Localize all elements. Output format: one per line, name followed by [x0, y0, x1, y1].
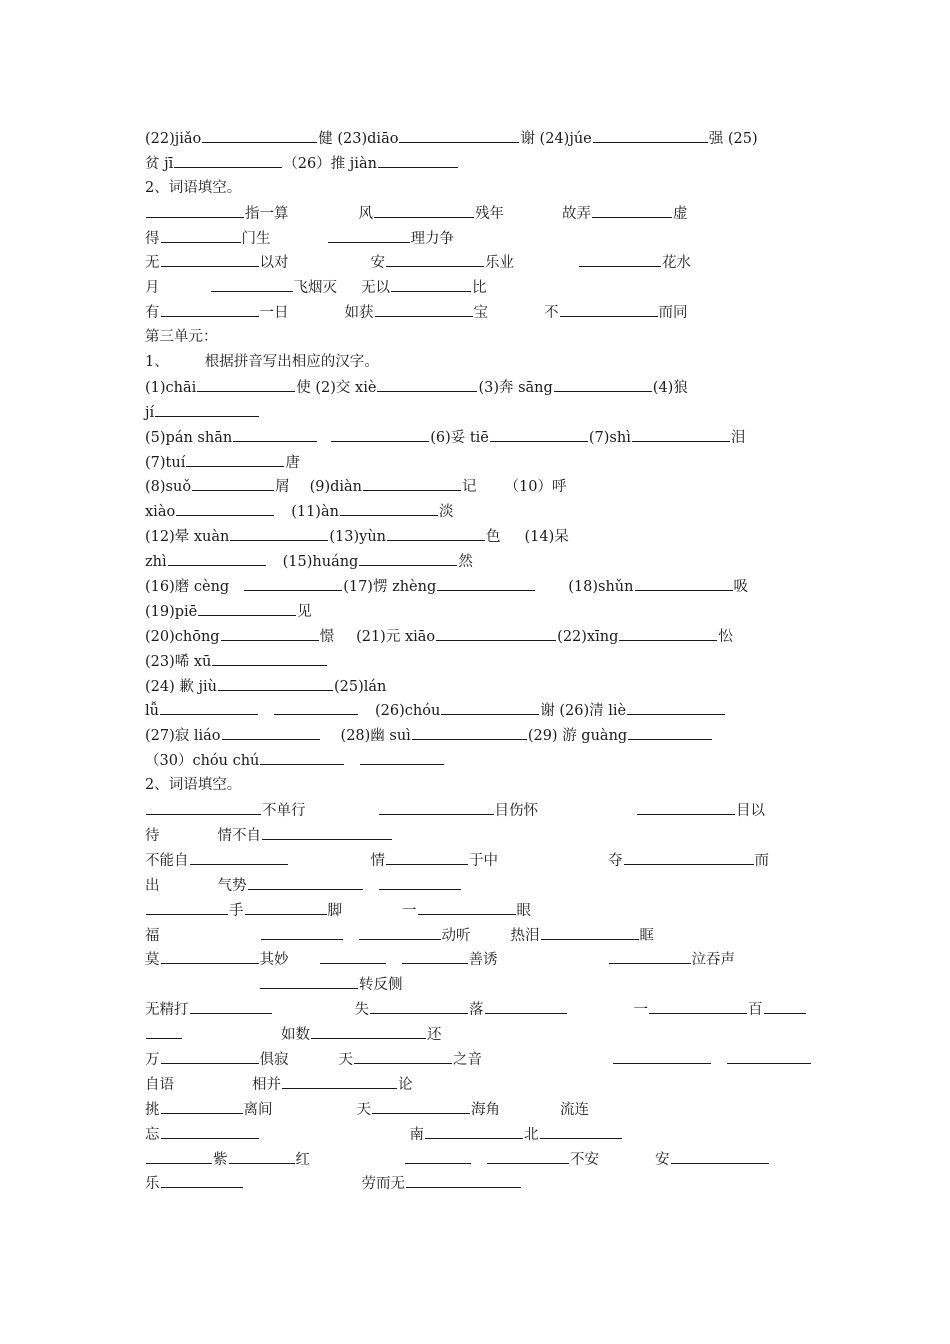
line-text: 无精打 — [145, 1002, 189, 1019]
worksheet-line — [145, 599, 835, 624]
worksheet-line — [145, 873, 835, 898]
fill-in-blank[interactable] — [554, 375, 652, 392]
line-text: 气势 — [217, 877, 247, 894]
fill-in-blank[interactable] — [174, 151, 282, 168]
line-text: （10）呼 — [504, 479, 567, 496]
fill-in-blank[interactable] — [372, 1097, 470, 1114]
fill-in-blank[interactable] — [436, 624, 556, 641]
line-text: 指一算 — [245, 205, 289, 222]
fill-in-blank[interactable] — [386, 250, 484, 267]
line-text: 落 — [469, 1002, 484, 1019]
line-text: 比 — [472, 280, 487, 297]
line-text: 天 — [356, 1101, 371, 1118]
line-text: 失 — [354, 1002, 369, 1019]
line-text: 情 — [370, 852, 385, 869]
fill-in-blank[interactable] — [635, 574, 733, 591]
fill-in-blank[interactable] — [155, 400, 259, 417]
line-text: 流连 — [560, 1101, 589, 1118]
fill-in-blank[interactable] — [632, 425, 730, 442]
line-text: (19)piē — [145, 603, 198, 620]
fill-in-blank[interactable] — [198, 599, 296, 616]
line-text: 泣吞声 — [691, 952, 735, 969]
line-text: (20)chōng — [145, 628, 220, 645]
line-text: 不 — [544, 305, 559, 322]
fill-in-blank[interactable] — [320, 947, 386, 964]
line-text: 花水 — [662, 255, 691, 272]
worksheet-line — [145, 748, 835, 773]
line-text: 转反侧 — [359, 977, 403, 994]
worksheet-line — [145, 325, 835, 350]
line-text: 淡 — [438, 504, 454, 521]
line-text: 记 — [462, 479, 477, 496]
fill-in-blank[interactable] — [487, 1147, 569, 1164]
line-text: 风 — [358, 205, 373, 222]
line-text: 相并 — [252, 1076, 281, 1093]
line-text: 挑 — [145, 1101, 160, 1118]
worksheet-line — [145, 997, 835, 1022]
line-text: 动听 — [441, 927, 471, 944]
fill-in-blank[interactable] — [359, 549, 457, 566]
fill-in-blank[interactable] — [161, 1047, 259, 1064]
line-text: 夺 — [608, 852, 623, 869]
line-text: 泪 — [730, 429, 746, 446]
worksheet-line — [145, 300, 835, 325]
worksheet-line — [145, 972, 835, 997]
fill-in-blank[interactable] — [405, 1147, 471, 1164]
fill-in-blank[interactable] — [402, 947, 468, 964]
fill-in-blank[interactable] — [628, 723, 712, 740]
fill-in-blank[interactable] — [379, 798, 494, 815]
line-text: (21)元 xiāo — [356, 628, 436, 645]
fill-in-blank[interactable] — [359, 923, 441, 940]
fill-in-blank[interactable] — [192, 474, 274, 491]
line-text: 如获 — [344, 305, 374, 322]
line-text: 健 (23)diāo — [318, 131, 399, 147]
fill-in-blank[interactable] — [218, 674, 333, 691]
line-text: lǚ — [145, 703, 159, 720]
fill-in-blank[interactable] — [391, 275, 471, 292]
worksheet-line — [145, 450, 835, 475]
line-text: 不能自 — [145, 852, 189, 869]
line-text: 一 — [633, 1002, 648, 1019]
line-text: 待 — [145, 827, 160, 844]
fill-in-blank[interactable] — [579, 250, 661, 267]
line-text: 谢 (24)júe — [520, 131, 592, 147]
line-text: 有 — [145, 305, 160, 322]
fill-in-blank[interactable] — [387, 524, 485, 541]
fill-in-blank[interactable] — [161, 250, 259, 267]
line-text: 门生 — [241, 230, 271, 247]
fill-in-blank[interactable] — [425, 1122, 523, 1139]
line-text: (1)chāi — [145, 379, 197, 396]
line-text: 而 — [754, 852, 769, 869]
line-text: (12)晕 xuàn — [145, 529, 230, 546]
fill-in-blank[interactable] — [412, 723, 527, 740]
fill-in-blank[interactable] — [441, 698, 539, 715]
fill-in-blank[interactable] — [406, 1171, 521, 1188]
fill-in-blank[interactable] — [197, 375, 295, 392]
line-text: 不单行 — [262, 803, 306, 820]
line-text: 万 — [145, 1051, 160, 1068]
worksheet-line — [145, 1147, 835, 1172]
fill-in-blank[interactable] — [331, 425, 429, 442]
worksheet-line — [145, 1122, 835, 1147]
line-text: 眼 — [516, 902, 531, 919]
fill-in-blank[interactable] — [161, 1097, 243, 1114]
worksheet-line — [145, 350, 835, 375]
fill-in-blank[interactable] — [374, 201, 474, 218]
line-text: 屑 — [275, 479, 290, 496]
line-text: (28)幽 suì — [340, 728, 411, 745]
fill-in-blank[interactable] — [245, 898, 327, 915]
line-text: （30）chóu chú — [145, 753, 260, 770]
line-text: 见 — [297, 603, 312, 620]
fill-in-blank[interactable] — [161, 1171, 243, 1188]
fill-in-blank[interactable] — [190, 848, 288, 865]
line-text: (22)xīng — [557, 628, 619, 645]
line-text: 谢 (26)清 liè — [540, 703, 627, 720]
worksheet-line — [145, 524, 835, 549]
fill-in-blank[interactable] — [146, 1147, 212, 1164]
fill-in-blank[interactable] — [262, 823, 392, 840]
line-text: (23)唏 xū — [145, 653, 212, 670]
worksheet-line — [145, 698, 835, 723]
line-text: 根据拼音写出相应的汉字。 — [204, 354, 379, 371]
line-text: 北 — [524, 1126, 539, 1143]
line-text: (17)愣 zhèng — [343, 579, 437, 596]
fill-in-blank[interactable] — [593, 126, 708, 143]
worksheet-line — [145, 176, 835, 201]
worksheet-line — [145, 1047, 835, 1072]
fill-in-blank[interactable] — [541, 923, 639, 940]
line-text: 无 — [145, 255, 160, 272]
fill-in-blank[interactable] — [146, 898, 228, 915]
fill-in-blank[interactable] — [375, 300, 473, 317]
line-text: 2、词语填空。 — [145, 179, 242, 196]
fill-in-blank[interactable] — [190, 997, 272, 1014]
worksheet-line — [145, 923, 835, 948]
line-text: 善诱 — [468, 952, 498, 969]
line-text: 残年 — [475, 205, 504, 222]
fill-in-blank[interactable] — [379, 873, 461, 890]
line-text: 福 — [145, 927, 160, 944]
line-text: 月 — [145, 280, 160, 297]
fill-in-blank[interactable] — [211, 275, 293, 292]
worksheet-line — [145, 126, 835, 151]
worksheet-line — [145, 674, 835, 699]
fill-in-blank[interactable] — [161, 226, 241, 243]
line-text: 安 — [655, 1151, 670, 1168]
fill-in-blank[interactable] — [360, 748, 444, 765]
fill-in-blank[interactable] — [146, 1022, 182, 1039]
line-text: 理力争 — [410, 230, 454, 247]
fill-in-blank[interactable] — [354, 1047, 452, 1064]
line-text: (22)jiǎo — [145, 131, 202, 147]
fill-in-blank[interactable] — [244, 574, 342, 591]
line-text: 乐业 — [485, 255, 514, 272]
line-text: 而同 — [658, 305, 688, 322]
fill-in-blank[interactable] — [160, 698, 258, 715]
line-text: (11)àn — [291, 504, 339, 521]
worksheet-line — [145, 1097, 835, 1122]
line-text: 俱寂 — [259, 1051, 289, 1068]
fill-in-blank[interactable] — [282, 1072, 397, 1089]
line-text: 一日 — [259, 305, 289, 322]
line-text: xiào — [145, 504, 176, 521]
fill-in-blank[interactable] — [146, 201, 244, 218]
fill-in-blank[interactable] — [222, 723, 320, 740]
line-text: 于中 — [469, 852, 498, 869]
line-text: 海角 — [471, 1101, 500, 1118]
fill-in-blank[interactable] — [560, 300, 658, 317]
line-text: (18)shǔn — [568, 579, 634, 596]
fill-in-blank[interactable] — [370, 997, 468, 1014]
line-text: jí — [145, 404, 155, 421]
worksheet-line — [145, 624, 835, 649]
line-text: 南 — [409, 1126, 424, 1143]
fill-in-blank[interactable] — [378, 151, 458, 168]
line-text: 故弄 — [562, 205, 591, 222]
worksheet-line — [145, 1072, 835, 1097]
line-text: 不安 — [570, 1151, 599, 1168]
line-text: 论 — [398, 1076, 413, 1093]
fill-in-blank[interactable] — [609, 947, 691, 964]
worksheet-line — [145, 474, 835, 499]
fill-in-blank[interactable] — [230, 524, 328, 541]
line-text: (13)yùn — [329, 529, 387, 546]
worksheet-line — [145, 425, 835, 450]
worksheet-line — [145, 499, 835, 524]
fill-in-blank[interactable] — [328, 226, 410, 243]
worksheet-line — [145, 549, 835, 574]
line-text: 情不自 — [217, 827, 261, 844]
line-text: 忪 — [718, 628, 733, 645]
worksheet-line — [145, 773, 835, 798]
line-text: 之音 — [453, 1051, 482, 1068]
worksheet-line — [145, 226, 835, 251]
line-text: 目伤怀 — [494, 803, 538, 820]
line-text: 2、词语填空。 — [145, 777, 242, 794]
line-text: 紫 — [213, 1151, 228, 1168]
line-text: 如数 — [281, 1027, 310, 1044]
fill-in-blank[interactable] — [613, 1047, 711, 1064]
line-text: 红 — [295, 1151, 310, 1168]
line-text: 使 (2)交 xiè — [296, 379, 377, 396]
worksheet-line — [145, 1171, 835, 1196]
line-text: 热泪 — [510, 927, 540, 944]
line-text: 贫 jī — [145, 155, 174, 172]
line-text: 安 — [370, 255, 385, 272]
line-text: (9)diàn — [309, 479, 363, 496]
line-text: (7)shì — [588, 429, 631, 446]
line-text: 出 — [145, 877, 160, 894]
fill-in-blank[interactable] — [490, 425, 588, 442]
line-text: zhì — [145, 554, 167, 571]
line-text: 眶 — [639, 927, 654, 944]
fill-in-blank[interactable] — [248, 873, 363, 890]
line-text: (25)lán — [333, 678, 387, 695]
line-text: 忘 — [145, 1126, 160, 1143]
worksheet-line — [145, 798, 835, 823]
line-text: 目以 — [736, 803, 765, 820]
line-text: (15)huáng — [282, 554, 359, 571]
line-text: 一 — [402, 902, 417, 919]
line-text: 宝 — [473, 305, 488, 322]
line-text: 自语 — [145, 1076, 174, 1093]
fill-in-blank[interactable] — [437, 574, 535, 591]
line-text: 飞烟灭 — [293, 280, 337, 297]
fill-in-blank[interactable] — [386, 848, 468, 865]
worksheet-line — [145, 375, 835, 400]
line-text: 色 — [486, 529, 501, 546]
fill-in-blank[interactable] — [274, 698, 358, 715]
line-text: 劳而无 — [361, 1176, 405, 1193]
fill-in-blank[interactable] — [377, 375, 477, 392]
line-text: (24) 歉 jiù — [145, 678, 217, 695]
fill-in-blank[interactable] — [186, 450, 284, 467]
fill-in-blank[interactable] — [311, 1022, 426, 1039]
line-text: (16)磨 cèng — [145, 579, 230, 596]
fill-in-blank[interactable] — [261, 923, 343, 940]
worksheet-line — [145, 649, 835, 674]
worksheet-line — [145, 201, 835, 226]
line-text: 第三单元： — [145, 329, 218, 346]
fill-in-blank[interactable] — [260, 748, 344, 765]
line-text: (14)呆 — [524, 529, 569, 546]
line-text: 其妙 — [259, 952, 289, 969]
line-text: (8)suǒ — [145, 479, 192, 496]
line-text: (5)pán shān — [145, 429, 233, 446]
fill-in-blank[interactable] — [592, 201, 672, 218]
line-text: 无以 — [361, 280, 390, 297]
line-text: (6)妥 tiē — [430, 429, 489, 446]
fill-in-blank[interactable] — [637, 798, 735, 815]
fill-in-blank[interactable] — [540, 1122, 622, 1139]
fill-in-blank[interactable] — [202, 126, 317, 143]
worksheet-line — [145, 275, 835, 300]
line-text: 还 — [427, 1027, 442, 1044]
line-text: 乐 — [145, 1176, 160, 1193]
worksheet-line — [145, 723, 835, 748]
line-text: 憬 — [319, 628, 335, 645]
fill-in-blank[interactable] — [212, 649, 327, 666]
line-text: 然 — [458, 554, 473, 571]
worksheet-line — [145, 898, 835, 923]
line-text: 莫 — [145, 952, 160, 969]
fill-in-blank[interactable] — [363, 474, 461, 491]
fill-in-blank[interactable] — [624, 848, 754, 865]
fill-in-blank[interactable] — [161, 300, 259, 317]
worksheet-line — [145, 250, 835, 275]
worksheet-line — [145, 823, 835, 848]
line-text: (27)寂 liáo — [145, 728, 221, 745]
line-text: （26）推 jiàn — [283, 155, 377, 172]
line-text: 以对 — [259, 255, 289, 272]
fill-in-blank[interactable] — [619, 624, 717, 641]
line-text: 天 — [338, 1051, 353, 1068]
fill-in-blank[interactable] — [176, 499, 274, 516]
line-text: 唐 — [285, 454, 300, 471]
line-text: 百 — [748, 1002, 763, 1019]
fill-in-blank[interactable] — [485, 997, 567, 1014]
worksheet-page — [145, 126, 835, 1196]
line-text: (29) 游 guàng — [527, 728, 628, 745]
fill-in-blank[interactable] — [146, 798, 261, 815]
worksheet-line — [145, 151, 835, 176]
line-text: (3)奔 sāng — [478, 379, 553, 396]
worksheet-line — [145, 1022, 835, 1047]
fill-in-blank[interactable] — [168, 549, 266, 566]
line-text: 1、 — [145, 354, 169, 371]
fill-in-blank[interactable] — [260, 972, 358, 989]
fill-in-blank[interactable] — [340, 499, 438, 516]
fill-in-blank[interactable] — [627, 698, 725, 715]
fill-in-blank[interactable] — [727, 1047, 811, 1064]
line-text: 离间 — [243, 1101, 273, 1118]
fill-in-blank[interactable] — [418, 898, 516, 915]
fill-in-blank[interactable] — [161, 1122, 259, 1139]
line-text: 脚 — [327, 902, 342, 919]
line-text: 得 — [145, 230, 160, 247]
line-text: (26)chóu — [374, 703, 441, 720]
line-text: (4)狼 — [652, 379, 688, 396]
line-text: 手 — [229, 902, 244, 919]
worksheet-line — [145, 400, 835, 425]
fill-in-blank[interactable] — [764, 997, 806, 1014]
fill-in-blank[interactable] — [233, 425, 317, 442]
line-text: 虚 — [673, 205, 688, 222]
fill-in-blank[interactable] — [221, 624, 319, 641]
fill-in-blank[interactable] — [649, 997, 747, 1014]
worksheet-line — [145, 574, 835, 599]
worksheet-line — [145, 947, 835, 972]
fill-in-blank[interactable] — [161, 947, 259, 964]
fill-in-blank[interactable] — [229, 1147, 295, 1164]
line-text: 吸 — [733, 579, 748, 596]
line-text: 强 (25) — [708, 131, 758, 147]
worksheet-line — [145, 848, 835, 873]
fill-in-blank[interactable] — [399, 126, 519, 143]
line-text: (7)tuí — [145, 454, 186, 471]
fill-in-blank[interactable] — [671, 1147, 769, 1164]
